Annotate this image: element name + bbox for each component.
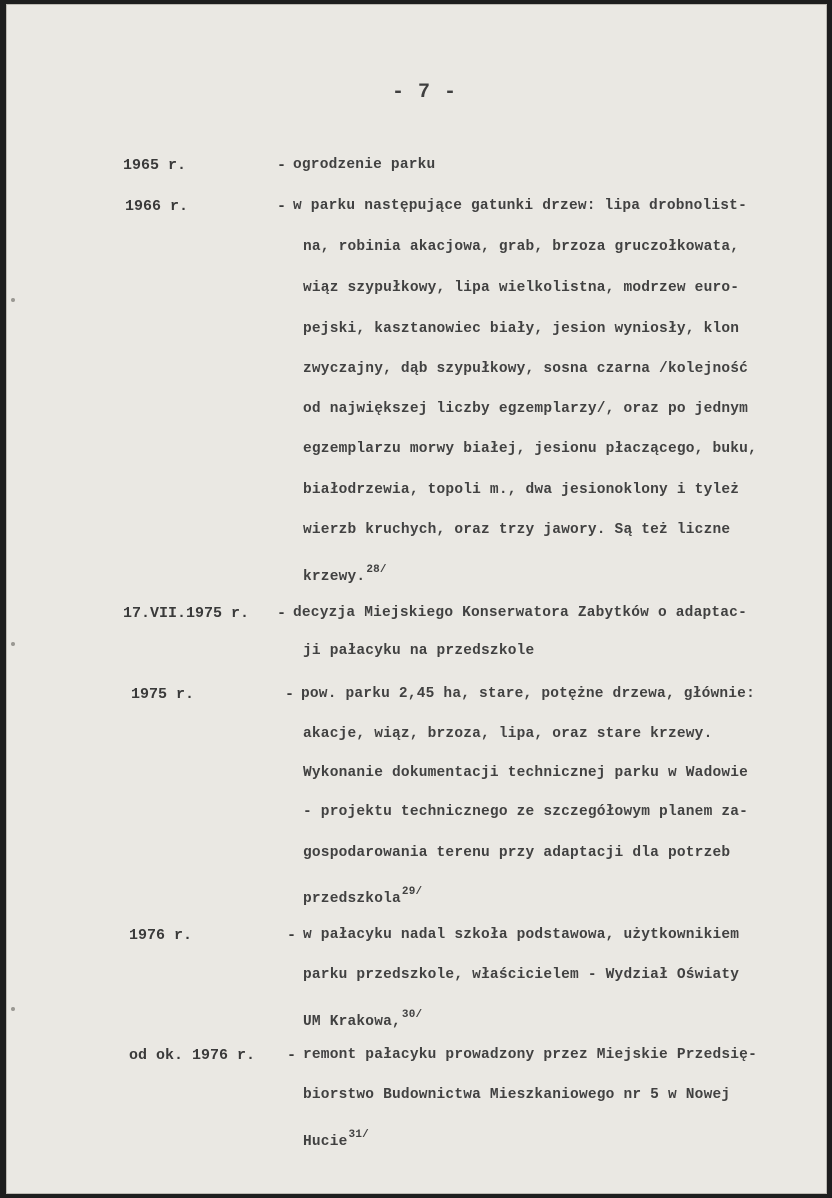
entry-date: 1975 r.	[131, 686, 195, 703]
entry-text-line: egzemplarzu morwy białej, jesionu płaczącego, buku,	[303, 441, 757, 457]
entry-date: 1976 r.	[129, 927, 193, 944]
entry-text-line: pejski, kasztanowiec biały, jesion wyniosły, klon	[303, 321, 740, 337]
entry-text: przedszkola	[303, 891, 401, 907]
entry-text-line	[303, 1009, 422, 1030]
document-page	[6, 4, 827, 1194]
paper-speck	[11, 1007, 15, 1011]
entry-text-line: wiąz szypułkowy, lipa wielkolistna, modrzew euro-	[303, 280, 740, 296]
entry-text-line: remont pałacyku prowadzony przez Miejskie Przedsię-	[303, 1047, 757, 1063]
entry-text-line: akacje, wiąz, brzoza, lipa, oraz stare krzewy.	[303, 726, 713, 742]
entry-text-line: ji pałacyku na przedszkole	[303, 643, 535, 659]
page-number: - 7 -	[392, 81, 458, 104]
entry-dash: -	[285, 686, 295, 703]
footnote-reference: 31/	[348, 1129, 369, 1141]
entry-date: 1965 r.	[123, 157, 187, 174]
entry-text-line: na, robinia akacjowa, grab, brzoza gruczołkowata,	[303, 239, 740, 255]
entry-text-line: decyzja Miejskiego Konserwatora Zabytków o adaptac-	[293, 605, 747, 621]
entry-text-line: parku przedszkole, właścicielem - Wydział Oświaty	[303, 967, 740, 983]
entry-text-line: gospodarowania terenu przy adaptacji dla potrzeb	[303, 845, 731, 861]
entry-date: 17.VII.1975 r.	[123, 605, 250, 622]
entry-text-line: wierzb kruchych, oraz trzy jawory. Są też liczne	[303, 522, 731, 538]
entry-dash: -	[287, 1047, 297, 1064]
entry-dash: -	[277, 198, 287, 215]
entry-text-line: w pałacyku nadal szkoła podstawowa, użytkownikiem	[303, 927, 740, 943]
entry-text-line: ogrodzenie parku	[293, 157, 436, 173]
footnote-reference: 29/	[401, 886, 423, 898]
footnote-reference: 30/	[401, 1009, 423, 1021]
entry-text-line	[303, 564, 387, 585]
entry-text-line: w parku następujące gatunki drzew: lipa drobnolist-	[293, 198, 747, 214]
footnote-reference: 28/	[366, 564, 387, 576]
entry-date: od ok. 1976 r.	[129, 1047, 256, 1064]
entry-text: UM Krakowa,	[303, 1014, 401, 1030]
paper-speck	[11, 298, 15, 302]
entry-text-line: zwyczajny, dąb szypułkowy, sosna czarna /kolejność	[303, 361, 749, 377]
entry-text: Hucie	[303, 1134, 348, 1150]
entry-text-line	[303, 886, 422, 907]
entry-dash: -	[277, 157, 287, 174]
entry-text-line: białodrzewia, topoli m., dwa jesionoklony i tyleż	[303, 482, 740, 498]
entry-text-line: pow. parku 2,45 ha, stare, potężne drzewa, głównie:	[301, 686, 755, 702]
paper-speck	[11, 642, 15, 646]
entry-dash: -	[287, 927, 297, 944]
entry-text-line	[303, 1129, 369, 1150]
entry-text-line: Wykonanie dokumentacji technicznej parku w Wadowie	[303, 765, 749, 781]
entry-text-line: - projektu technicznego ze szczegółowym planem za-	[303, 804, 749, 820]
entry-dash: -	[277, 605, 287, 622]
entry-date: 1966 r.	[125, 198, 189, 215]
entry-text: krzewy.	[303, 569, 366, 585]
entry-text-line: od największej liczby egzemplarzy/, oraz po jednym	[303, 401, 749, 417]
entry-text-line: biorstwo Budownictwa Mieszkaniowego nr 5 w Nowej	[303, 1087, 731, 1103]
